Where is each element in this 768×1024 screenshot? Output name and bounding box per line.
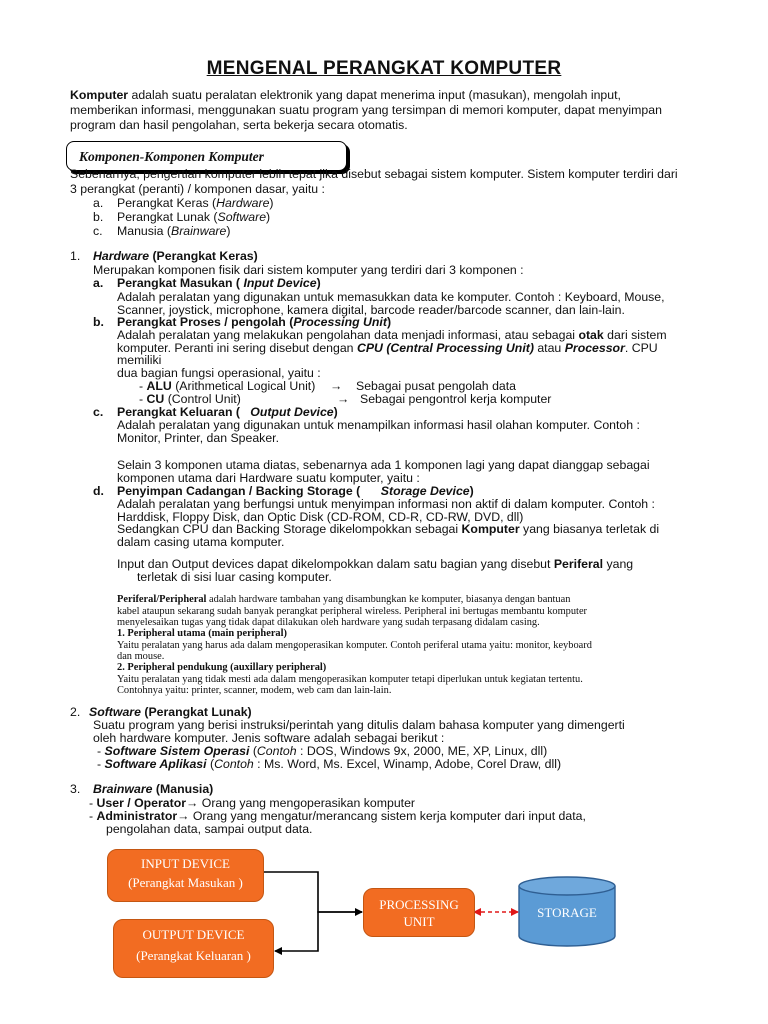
storage-label: STORAGE [537,905,597,920]
peripheral-main-line-1: Yaitu peralatan yang harus ada dalam mengoperasikan komputer. Contoh periferal utama yaitu: monitor, keyboard [117,640,592,651]
periferal-line-2: terletak di sisi luar casing komputer. [137,570,332,584]
arrow-icon: → [186,796,199,810]
storage-line-2: Harddisk, Floppy Disk, dan Optic Disk (CD-ROM, CD-R, CD-RW, DVD, dll) [117,510,524,524]
component-list-item: c. [93,224,103,238]
processing-to-output-arrow [275,912,362,951]
storage-device-heading: Penyimpan Cadangan / Backing Storage ( Storage Device) [117,484,474,498]
periferal-line-1: Input dan Output devices dapat dikelompokkan dalam satu bagian yang disebut Periferal yang [117,557,634,571]
processing-line-1: Adalah peralatan yang melakukan pengolahan data menjadi informasi, atau sebagai otak dari sistem [117,328,667,342]
extra-line-2: komponen utama dari Hardware suatu komputer, yaitu : [117,471,420,485]
components-line-1: Sebenarnya, pengertian komputer lebih tepat jika disebut sebagai sistem komputer. Sistem komputer terdiri dari [70,167,678,181]
output-device-box: OUTPUT DEVICE (Perangkat Keluaran ) [113,919,274,978]
cu-desc: Sebagai pengontrol kerja komputer [360,392,552,406]
processing-line-3: memiliki [117,353,162,367]
input-device-box: INPUT DEVICE (Perangkat Masukan ) [107,849,264,902]
input-device-heading: Perangkat Masukan ( Input Device) [117,276,321,290]
software-heading: Software (Perangkat Lunak) [89,705,252,719]
software-line-1: Suatu program yang berisi instruksi/perintah yang ditulis dalam bahasa komputer yang dimengerti [93,718,625,732]
hw-b-letter: b. [93,315,104,329]
arrow-icon: → [337,392,350,406]
output-device-heading: Perangkat Keluaran ( Output Device) [117,405,338,419]
output-device-line-2: Monitor, Printer, dan Speaker. [117,431,280,445]
processing-line-4: dua bagian fungsi operasional, yaitu : [117,366,321,380]
peripheral-def-line-3: menyelesaikan tugas yang tidak dapat dilakukan oleh hardware yang sudah terpasang didalam casing. [117,617,540,628]
processing-line-2: komputer. Peranti ini sering disebut dengan CPU (Central Processing Unit) atau Processor. CPU [117,341,658,355]
input-device-line-1: Adalah peralatan yang digunakan untuk memasukkan data ke komputer. Contoh : Keyboard, Mouse, [117,290,665,304]
storage-line-1: Adalah peralatan yang berfungsi untuk menyimpan informasi non aktif di dalam komputer. Contoh : [117,497,655,511]
software-number: 2. [70,705,81,719]
peripheral-aux-heading: 2. Peripheral pendukung (auxillary peripheral) [117,662,327,673]
brainware-heading: Brainware (Manusia) [93,782,214,796]
hardware-desc: Merupakan komponen fisik dari sistem komputer yang terdiri dari 3 komponen : [93,263,524,277]
component-software: Perangkat Lunak (Software) [117,210,271,224]
arrow-icon: → [330,379,343,393]
intro-line-2: memberikan informasi, menggunakan suatu program yang tersimpan di memori komputer, dapat menyimpan [70,103,662,117]
section-heading-box: Komponen-Komponen Komputer [66,141,347,171]
intro-line-1: Komputer adalah suatu peralatan elektronik yang dapat menerima input (masukan), mengolah input, [70,88,621,102]
component-list-item: a. [93,196,104,210]
peripheral-aux-line-1: Yaitu peralatan yang tidak mesti ada dalam mengoperasikan komputer tetapi diperlukan untuk kegiatan tertentu. [117,674,583,685]
component-list-item: b. [93,210,104,224]
components-line-2: 3 perangkat (peranti) / komponen dasar, yaitu : [70,182,325,196]
processing-unit-heading: Perangkat Proses / pengolah (Processing Unit) [117,315,392,329]
brainware-admin-line-2: pengolahan data, sampai output data. [106,822,313,836]
arrow-icon: → [177,809,190,823]
alu-desc: Sebagai pusat pengolah data [356,379,516,393]
peripheral-def-line-2: kabel ataupun sekarang sudah banyak perangkat peripheral wireless. Peripheral ini bertugas membantu komputer [117,606,588,617]
hardware-number: 1. [70,249,81,263]
brainware-number: 3. [70,782,81,796]
output-device-line-1: Adalah peralatan yang digunakan untuk menampilkan informasi hasil olahan komputer. Contoh : [117,418,640,432]
software-os-item: - Software Sistem Operasi (Contoh : DOS, Windows 9x, 2000, ME, XP, Linux, dll) [97,744,548,758]
input-to-processing-arrow [264,872,362,912]
alu-item: - ALU (Arithmetical Logical Unit) [139,379,316,393]
storage-line-4: dalam casing utama komputer. [117,535,285,549]
brainware-admin-item: - Administrator→ Orang yang mengatur/merancang sistem kerja komputer dari input data, [89,809,586,823]
extra-line-1: Selain 3 komponen utama diatas, sebenarnya ada 1 komponen lagi yang dapat dianggap sebagai [117,458,650,472]
input-device-line-2: Scanner, joystick, microphone, kamera digital, barcode reader/barcode scanner, dan lain-lain. [117,303,625,317]
peripheral-def-line-1: Periferal/Peripheral adalah hardware tambahan yang disambungkan ke komputer, biasanya dengan bantuan [117,594,571,605]
software-app-item: - Software Aplikasi (Contoh : Ms. Word, Ms. Excel, Winamp, Adobe, Corel Draw, dll) [97,757,562,771]
peripheral-aux-line-2: Contohnya yaitu: printer, scanner, modem, web cam dan lain-lain. [117,685,392,696]
storage-line-3: Sedangkan CPU dan Backing Storage dikelompokkan sebagai Komputer yang biasanya terletak di [117,522,660,536]
page-title: MENGENAL PERANGKAT KOMPUTER [206,58,562,79]
peripheral-main-line-2: dan mouse. [117,651,165,662]
processing-unit-box: PROCESSING UNIT [363,888,475,937]
hw-d-letter: d. [93,484,104,498]
software-line-2: oleh hardware komputer. Jenis software adalah sebagai berikut : [93,731,445,745]
hardware-heading: Hardware (Perangkat Keras) [93,249,258,263]
intro-line-3: program dan hasil pengolahan, serta bekerja secara otomatis. [70,118,408,132]
brainware-user-item: - User / Operator→ Orang yang mengoperasikan komputer [89,796,416,810]
cu-item: - CU (Control Unit) [139,392,241,406]
hw-c-letter: c. [93,405,104,419]
peripheral-main-heading: 1. Peripheral utama (main peripheral) [117,628,287,639]
hw-a-letter: a. [93,276,104,290]
component-brainware: Manusia (Brainware) [117,224,231,238]
component-hardware: Perangkat Keras (Hardware) [117,196,274,210]
